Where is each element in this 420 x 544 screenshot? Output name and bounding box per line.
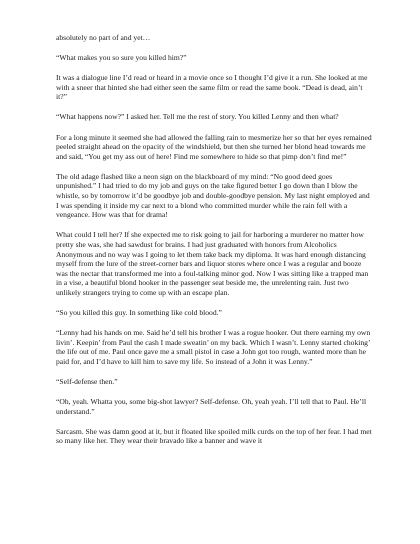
paragraph-1: absolutely no part of and yet… xyxy=(56,33,151,42)
paragraph-11: “Oh, yeah. Whatta you, some big-shot lawyer? Self-defense. Oh, yeah yeah. I’ll tell that to Paul. He’ll understand.” xyxy=(56,397,367,416)
paragraph-9: “Lenny had his hands on me. Said he’d tell his brother I was a rogue hooker. Out there earning my own livin’. Keepin’ from Paul the cash I made sweatin’ on my back. Which I wasn’t. Lenny started choking’ the life out of me. Paul once gave me a small pistol in case a John got too rough, wanted more than he paid for, and I’d have to kill him to save my life. So instead of a John it was Lenny.” xyxy=(56,328,371,366)
paragraph-6: The old adage flashed like a neon sign on the blackboard of my mind: “No good deed goes unpunished.” I had tried to do my job and guys on the take figured better I go down than I blow the whistle, so by tomorrow it’d be goodbye job and double-goodbye pension. My last night employed and I was spending it inside my car next to a blond who committed murder while the rain fell with a vengeance. How was that for drama! xyxy=(56,171,370,220)
paragraph-3: It was a dialogue line I’d read or heard in a movie once so I thought I’d give it a run. She looked at me with a sneer that hinted she had either seen the same film or read the same book. “Dead is dead, ain’t it?” xyxy=(56,73,368,102)
paragraph-2: “What makes you so sure you killed him?” xyxy=(56,53,187,63)
paragraph-10: “Self-defense then.” xyxy=(56,376,118,386)
paragraph-4: “What happens now?” I asked her. Tell me the rest of story. You killed Lenny and then what? xyxy=(56,112,339,122)
paragraph-12: Sarcasm. She was damn good at it, but it floated like spoiled milk curds on the top of her fear. I had met so many like her. They wear their bravado like a banner and wave it xyxy=(56,426,372,446)
paragraph-5: For a long minute it seemed she had allowed the falling rain to mesmerize her so that her eyes remained peeled straight ahead on the opacity of the windshield, but then she turned her blond head towards me and said, “You get my ass out of here! Find me somewhere to hide so that pimp don’t find me!” xyxy=(56,132,372,161)
paragraph-8: “So you killed this guy. In something like cold blood.” xyxy=(56,307,222,317)
paragraph-7: What could I tell her? If she expected me to risk going to jail for harboring a murderer no matter how pretty she was, she had sawdust for brains. I had just graduated with honors from Alcoholics Anonymous and no way was I going to let them take back my diploma. It was hard enough distancing myself from the lure of the street-corner bars and liquor stores where once I was a regular and booze was the nectar that transformed me into a foul-talking minor god. Now I was sitting like a trapped man in a vise, a beautiful blond hooker in the passenger seat beside me, the unrelenting rain. Just two unlikely strangers trying to come up with an escape plan. xyxy=(56,230,369,297)
